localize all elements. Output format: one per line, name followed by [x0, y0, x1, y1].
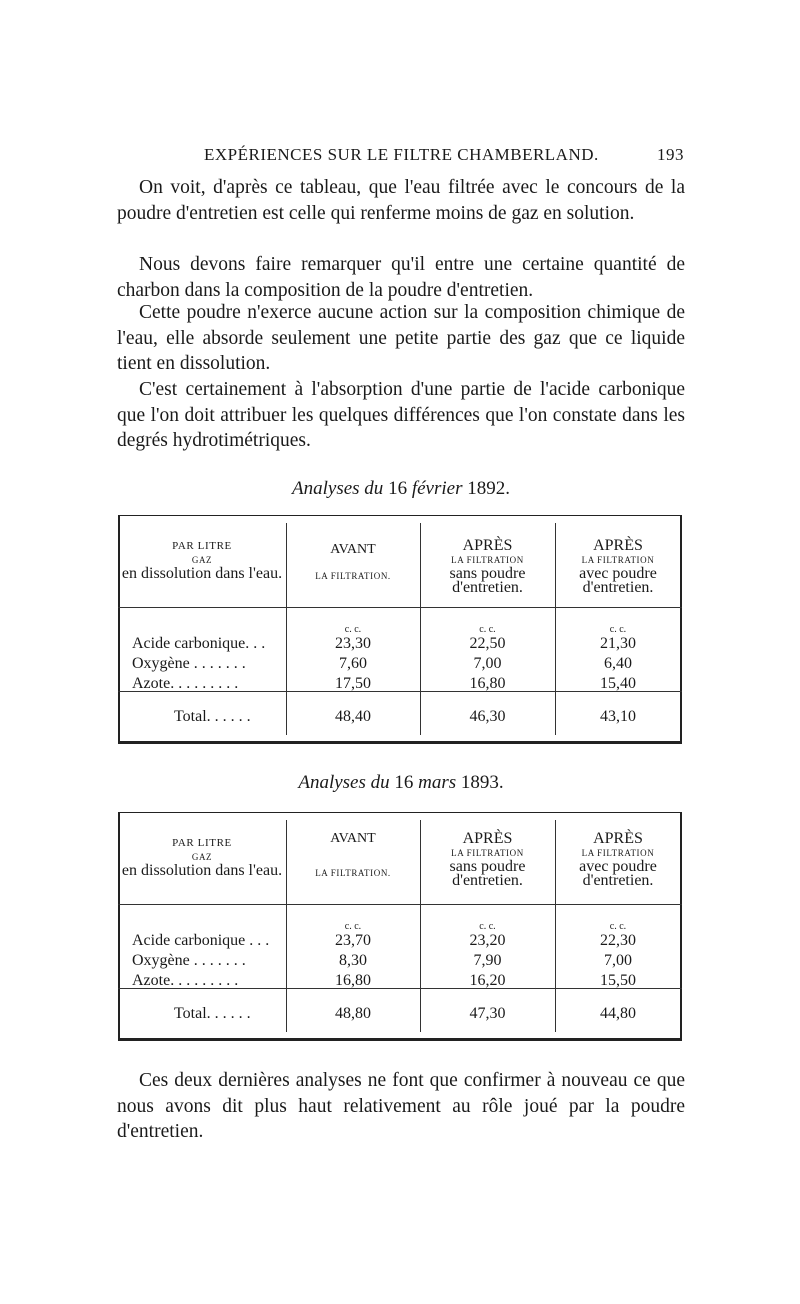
table-cell: 21,30 [600, 635, 636, 652]
row-label: Azote. . . . . . . . . [132, 675, 239, 692]
table-caption: Analyses du 16 mars 1893. [298, 772, 504, 793]
total-cell: 44,80 [600, 1005, 636, 1022]
unit-label: c. c. [479, 921, 496, 932]
table-cell: 7,00 [604, 952, 632, 969]
total-cell: 43,10 [600, 708, 636, 725]
unit-label: c. c. [344, 921, 362, 932]
paragraph: On voit, d'après ce tableau, que l'eau filtrée avec le concours de la poudre d'entretien est celle qui renferme moins de gaz en solution. [117, 177, 685, 224]
unit-label: c. c. [344, 624, 362, 635]
table-cell: 16,80 [335, 972, 371, 989]
total-cell: 48,40 [335, 708, 371, 725]
running-title: EXPÉRIENCES SUR LE FILTRE CHAMBERLAND. [204, 145, 599, 164]
row-label: Oxygène . . . . . . . [132, 655, 246, 672]
header-cell: APRÈS LA FILTRATION sans poudre d'entretien. [449, 537, 526, 596]
table-cell: 8,30 [339, 952, 367, 969]
table-cell: 7,00 [473, 655, 502, 672]
table-cell: 16,20 [469, 972, 506, 989]
table-cell: 22,50 [469, 635, 506, 652]
header-cell: AVANT LA FILTRATION. [315, 831, 391, 878]
table-cell: 17,50 [335, 675, 371, 692]
table-cell: 16,80 [469, 675, 506, 692]
page-number: 193 [657, 145, 684, 164]
total-label: Total. . . . . . [174, 1005, 251, 1022]
analysis-table [118, 515, 682, 745]
table-cell: 23,30 [335, 635, 371, 652]
total-cell: 48,80 [335, 1005, 371, 1022]
closing-paragraph: Ces deux dernières analyses ne font que confirmer à nouveau ce que nous avons dit plus haut relativement au rôle joué par la poudre d'entretien. [117, 1070, 685, 1142]
table-caption: Analyses du 16 février 1892. [292, 478, 510, 499]
total-cell: 47,30 [469, 1005, 506, 1022]
header-rule [118, 904, 682, 905]
table-cell: 15,50 [600, 972, 636, 989]
table-cell: 23,20 [469, 932, 506, 949]
header-cell: PAR LITRE GAZ en dissolution dans l'eau. [121, 837, 283, 879]
paragraph: C'est certainement à l'absorption d'une partie de l'acide carbonique que l'on doit attribuer les quelques différences que l'on constate dans les degrés hydrotimétriques. [117, 379, 685, 451]
paragraph: Nous devons faire remarquer qu'il entre une certaine quantité de charbon dans la composition de la poudre d'entretien. [117, 254, 685, 301]
table-cell: 7,90 [473, 952, 502, 969]
table-cell: 23,70 [335, 932, 371, 949]
header-cell: PAR LITRE GAZ en dissolution dans l'eau. [121, 540, 283, 582]
header-cell: AVANT LA FILTRATION. [315, 542, 391, 581]
header-cell: APRÈS LA FILTRATION avec poudre d'entretien. [579, 830, 657, 889]
row-label: Azote. . . . . . . . . [132, 972, 239, 989]
table-cell: 22,30 [600, 932, 636, 949]
paragraph: Cette poudre n'exerce aucune action sur la composition chimique de l'eau, elle absorde seulement une petite partie des gaz que ce liquide tient en dissolution. [117, 302, 685, 374]
header-cell: APRÈS LA FILTRATION sans poudre d'entretien. [449, 830, 526, 889]
unit-label: c. c. [609, 921, 627, 932]
row-label: Oxygène . . . . . . . [132, 952, 246, 969]
table-cell: 7,60 [339, 655, 367, 672]
row-label: Acide carbonique. . . [132, 635, 266, 652]
header-cell: APRÈS LA FILTRATION avec poudre d'entretien. [579, 537, 657, 596]
total-label: Total. . . . . . [174, 708, 251, 725]
unit-label: c. c. [479, 624, 496, 635]
unit-label: c. c. [609, 624, 627, 635]
table-cell: 6,40 [604, 655, 632, 672]
analysis-table [118, 812, 682, 1044]
total-cell: 46,30 [469, 708, 506, 725]
row-label: Acide carbonique . . . [132, 932, 270, 949]
table-cell: 15,40 [600, 675, 636, 692]
header-rule [118, 607, 682, 608]
page-header [204, 145, 684, 165]
